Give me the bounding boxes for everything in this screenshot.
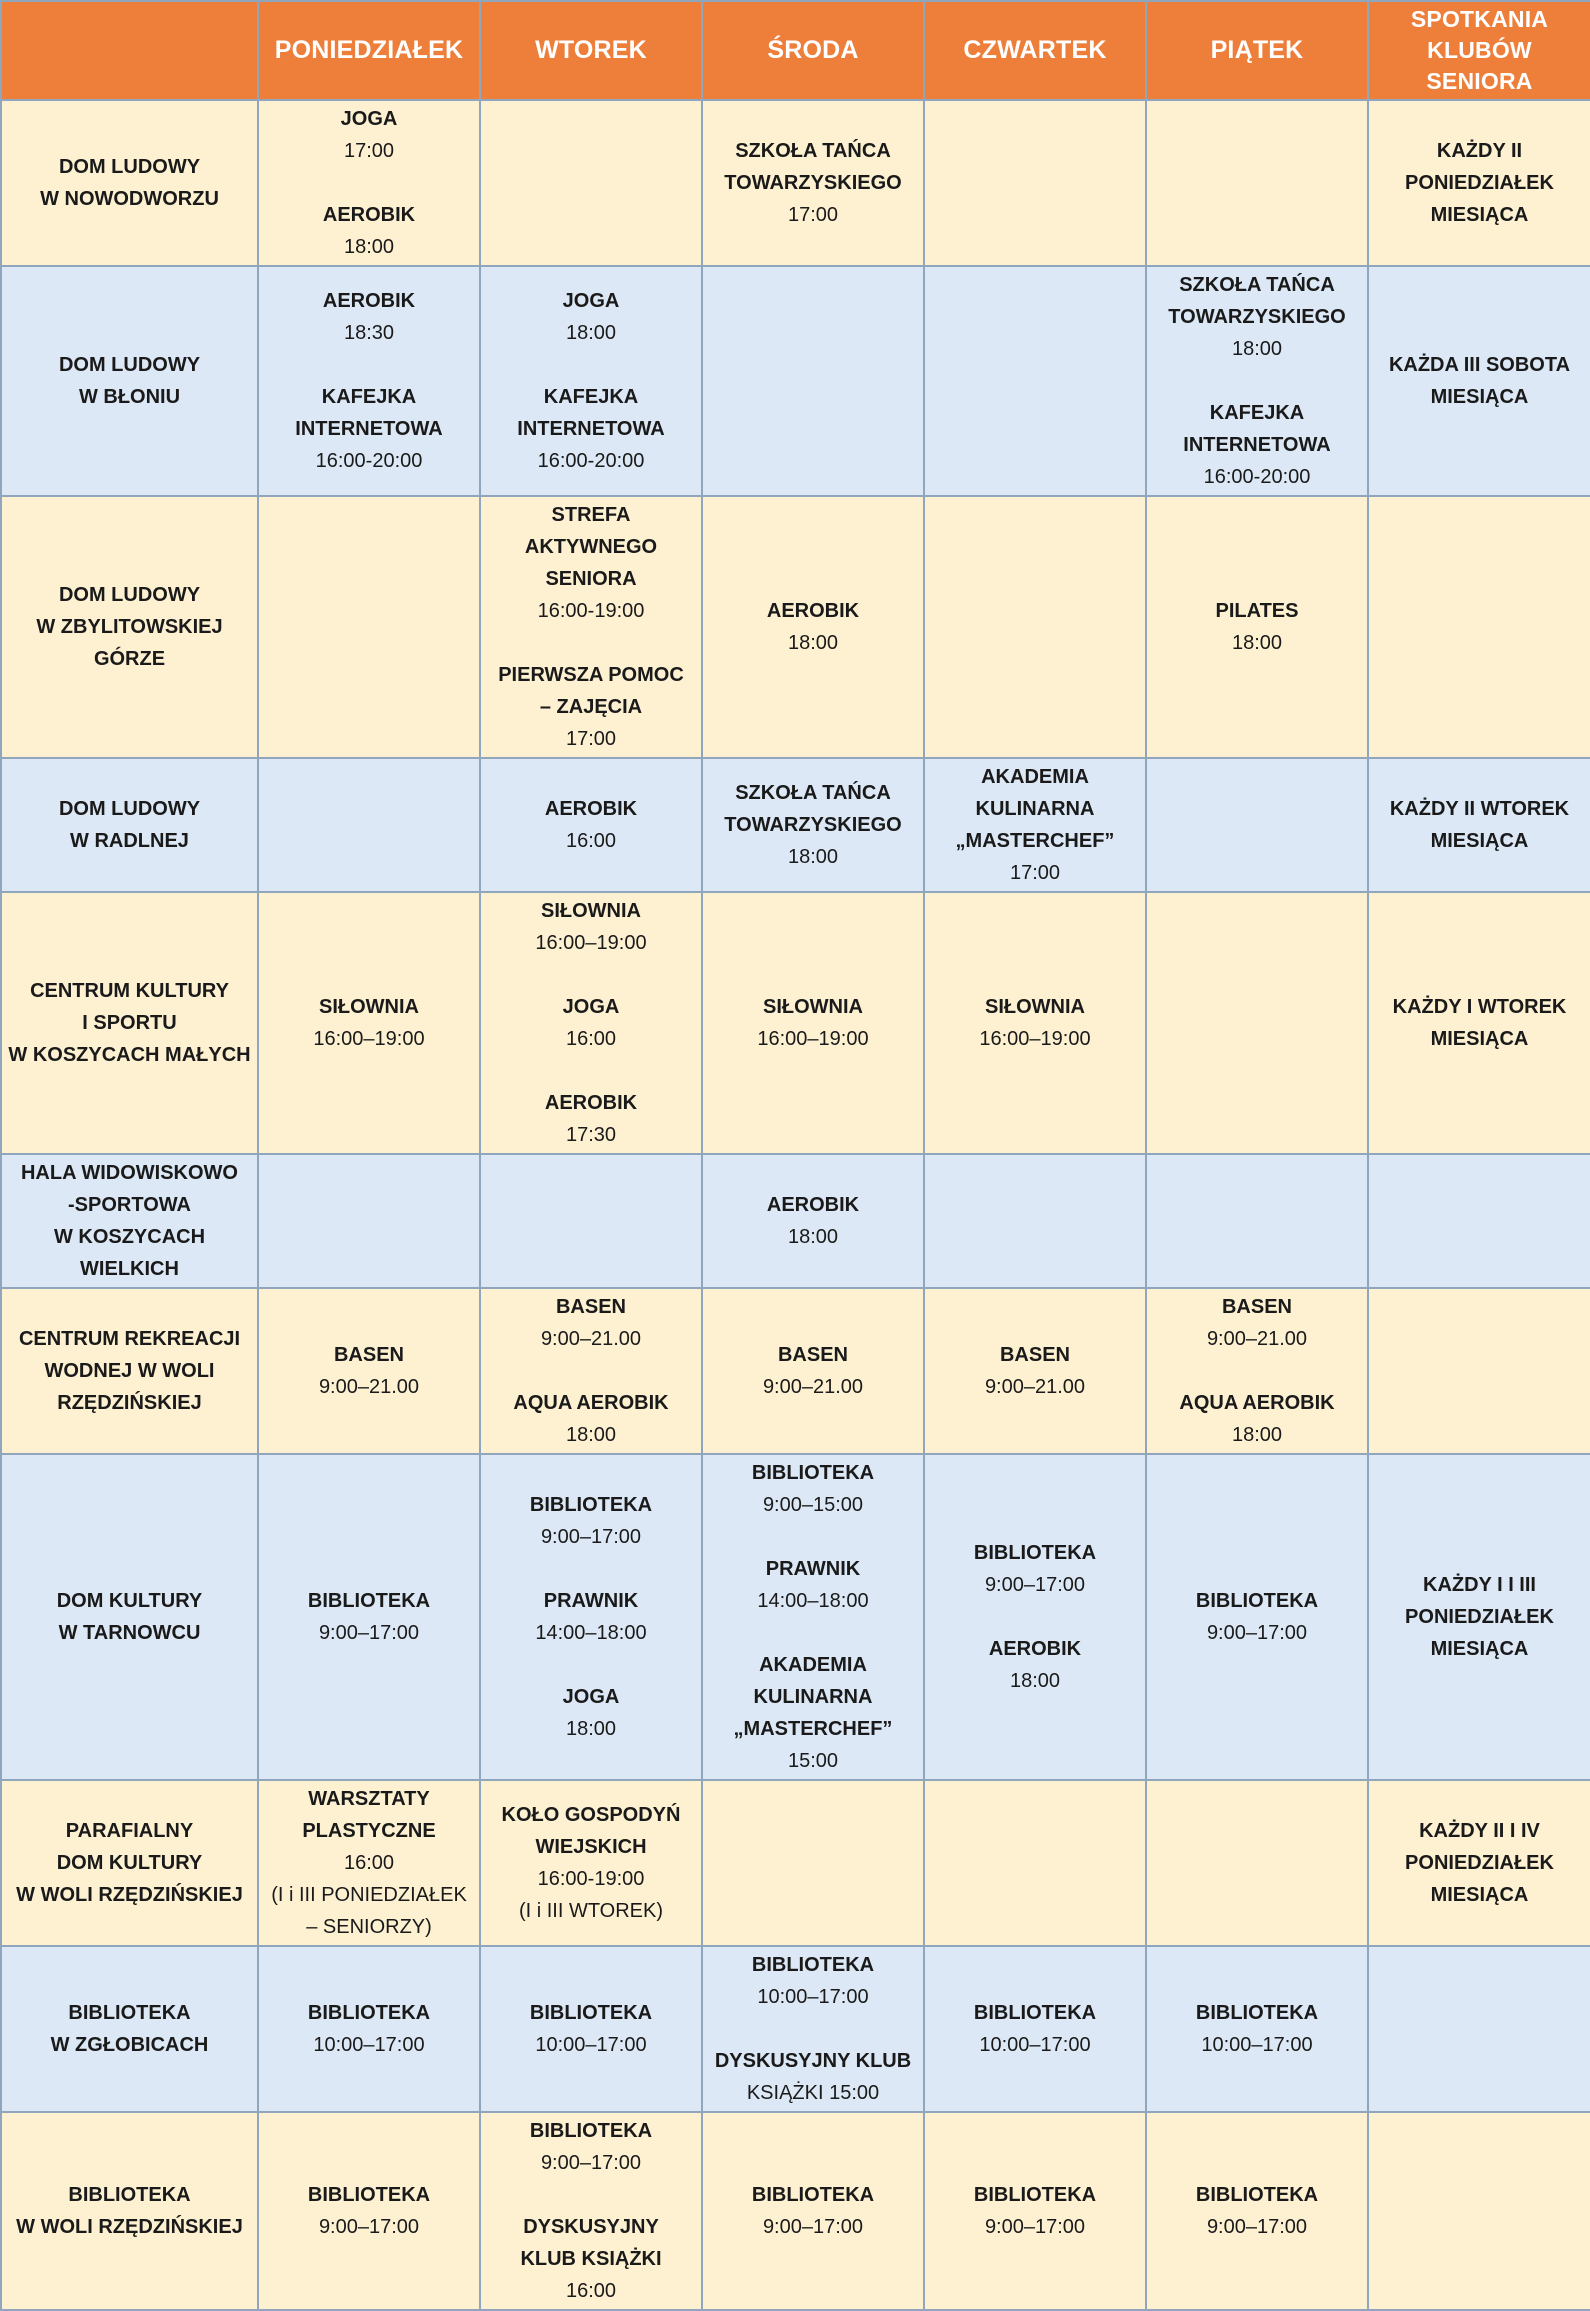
activity-time: 10:00–17:00: [1201, 2034, 1313, 2056]
activity-block: [487, 2115, 695, 2179]
activity-title: BIBLIOTEKA: [307, 2002, 431, 2024]
venue-name: DOM KULTURY W TARNOWCU: [1, 1454, 258, 1780]
activity-block: [931, 1339, 1139, 1403]
senior-club-meeting: KAŻDY II PONIEDZIAŁEK MIESIĄCA: [1368, 100, 1590, 266]
header-monday: PONIEDZIAŁEK: [258, 1, 480, 100]
activity-block: [487, 793, 695, 857]
activity-title: SIŁOWNIA: [319, 996, 419, 1018]
cell-monday: [258, 1946, 480, 2112]
activity-time: 9:00–21.00: [318, 1376, 420, 1398]
activity-block: [265, 285, 473, 349]
activity-block: [1153, 1291, 1361, 1355]
activity-time: 9:00–17:00: [1206, 2216, 1308, 2238]
activity-block: [931, 761, 1139, 889]
cell-wednesday: [702, 758, 924, 892]
activity-block: [265, 381, 473, 477]
table-row: [1, 2112, 1590, 2310]
activity-block: [487, 1585, 695, 1649]
cell-monday: [258, 496, 480, 758]
activity-block: [487, 1387, 695, 1451]
activity-title: PIERWSZA POMOC – ZAJĘCIA: [498, 664, 684, 718]
activity-time: 14:00–18:00: [535, 1622, 647, 1644]
cell-tuesday: [480, 100, 702, 266]
senior-club-meeting: [1368, 496, 1590, 758]
activity-time: 16:00-19:00 (I i III WTOREK): [518, 1868, 664, 1922]
activity-title: JOGA: [562, 290, 620, 312]
cell-tuesday: [480, 1780, 702, 1946]
senior-club-meeting: KAŻDA III SOBOTA MIESIĄCA: [1368, 266, 1590, 496]
activity-title: PRAWNIK: [765, 1558, 861, 1580]
activity-title: WARSZTATY PLASTYCZNE: [302, 1788, 436, 1842]
activity-time: 16:00-20:00: [1203, 466, 1311, 488]
venue-name: DOM LUDOWY W ZBYLITOWSKIEJ GÓRZE: [1, 496, 258, 758]
activity-block: [1153, 269, 1361, 365]
activity-block: [265, 991, 473, 1055]
venue-name: DOM LUDOWY W NOWODWORZU: [1, 100, 258, 266]
activity-time: 14:00–18:00: [757, 1590, 869, 1612]
table-row: [1, 100, 1590, 266]
cell-friday: [1146, 266, 1368, 496]
activity-title: BIBLIOTEKA: [973, 1542, 1097, 1564]
cell-wednesday: [702, 1454, 924, 1780]
cell-wednesday: [702, 1154, 924, 1288]
activity-block: [931, 1537, 1139, 1601]
activity-time: 16:00–19:00: [979, 1028, 1091, 1050]
cell-tuesday: [480, 1946, 702, 2112]
table-row: [1, 1780, 1590, 1946]
activity-time: 9:00–17:00: [318, 2216, 420, 2238]
activity-time: 18:00: [1231, 1424, 1283, 1446]
cell-thursday: [924, 496, 1146, 758]
activity-block: [265, 1997, 473, 2061]
activity-time: 9:00–17:00: [1206, 1622, 1308, 1644]
activity-title: BIBLIOTEKA: [973, 2184, 1097, 2206]
activity-block: [709, 2179, 917, 2243]
cell-friday: [1146, 496, 1368, 758]
cell-wednesday: [702, 1946, 924, 2112]
activity-title: BIBLIOTEKA: [307, 2184, 431, 2206]
activity-block: [709, 595, 917, 659]
activity-title: SIŁOWNIA: [763, 996, 863, 1018]
venue-name: CENTRUM KULTURY I SPORTU W KOSZYCACH MAŁYCH: [1, 892, 258, 1154]
activity-title: BASEN: [777, 1344, 848, 1366]
senior-club-meeting: [1368, 1288, 1590, 1454]
activity-time: 18:00: [787, 1226, 839, 1248]
activity-title: STREFA AKTYWNEGO SENIORA: [524, 504, 658, 590]
cell-wednesday: [702, 100, 924, 266]
cell-monday: [258, 758, 480, 892]
activity-time: KSIĄŻKI 15:00: [746, 2082, 880, 2104]
activity-time: 10:00–17:00: [979, 2034, 1091, 2056]
activity-time: 9:00–17:00: [984, 1574, 1086, 1596]
activity-block: [709, 1457, 917, 1521]
cell-monday: [258, 2112, 480, 2310]
activity-title: JOGA: [562, 996, 620, 1018]
cell-tuesday: [480, 892, 702, 1154]
venue-name: CENTRUM REKREACJI WODNEJ W WOLI RZĘDZIŃSKIEJ: [1, 1288, 258, 1454]
activity-block: [487, 1087, 695, 1151]
table-row: [1, 266, 1590, 496]
activity-time: 10:00–17:00: [313, 2034, 425, 2056]
table-row: [1, 1946, 1590, 2112]
activity-block: [487, 659, 695, 755]
cell-wednesday: [702, 1780, 924, 1946]
table-row: [1, 1154, 1590, 1288]
cell-thursday: [924, 1454, 1146, 1780]
activity-time: 9:00–17:00: [762, 2216, 864, 2238]
activity-block: [709, 1189, 917, 1253]
venue-name: DOM LUDOWY W BŁONIU: [1, 266, 258, 496]
activity-block: [265, 1339, 473, 1403]
activity-time: 9:00–21.00: [1206, 1328, 1308, 1350]
activity-title: PRAWNIK: [543, 1590, 639, 1612]
cell-monday: [258, 266, 480, 496]
cell-friday: [1146, 1288, 1368, 1454]
cell-wednesday: [702, 892, 924, 1154]
activity-title: BASEN: [999, 1344, 1070, 1366]
activity-time: 16:00-20:00: [315, 450, 423, 472]
cell-friday: [1146, 100, 1368, 266]
cell-tuesday: [480, 2112, 702, 2310]
activity-title: DYSKUSYJNY KLUB KSIĄŻKI: [520, 2216, 662, 2270]
activity-block: [487, 1799, 695, 1927]
cell-friday: [1146, 1946, 1368, 2112]
activity-time: 16:00 (I i III PONIEDZIAŁEK – SENIORZY): [271, 1852, 467, 1938]
activity-title: DYSKUSYJNY KLUB: [714, 2050, 912, 2072]
cell-friday: [1146, 2112, 1368, 2310]
senior-club-meeting: [1368, 1946, 1590, 2112]
activity-time: 16:00: [565, 830, 617, 852]
table-row: [1, 758, 1590, 892]
activity-title: BIBLIOTEKA: [751, 2184, 875, 2206]
activity-title: BASEN: [333, 1344, 404, 1366]
activity-block: [1153, 1387, 1361, 1451]
venue-name: BIBLIOTEKA W WOLI RZĘDZIŃSKIEJ: [1, 2112, 258, 2310]
activity-block: [709, 1339, 917, 1403]
cell-thursday: [924, 1780, 1146, 1946]
activity-title: BIBLIOTEKA: [529, 1494, 653, 1516]
activity-title: BIBLIOTEKA: [751, 1954, 875, 1976]
activity-block: [709, 1649, 917, 1777]
activity-block: [487, 285, 695, 349]
cell-thursday: [924, 1946, 1146, 2112]
cell-thursday: [924, 100, 1146, 266]
activity-title: BIBLIOTEKA: [1195, 2184, 1319, 2206]
activity-time: 18:30: [343, 322, 395, 344]
activity-block: [709, 777, 917, 873]
activity-title: KAFEJKA INTERNETOWA: [517, 386, 665, 440]
activity-time: 16:00: [565, 2280, 617, 2302]
cell-monday: [258, 1780, 480, 1946]
activity-title: BIBLIOTEKA: [307, 1590, 431, 1612]
activity-time: 17:00: [343, 140, 395, 162]
activity-block: [487, 2211, 695, 2307]
cell-tuesday: [480, 266, 702, 496]
header-friday: PIĄTEK: [1146, 1, 1368, 100]
activity-title: KAFEJKA INTERNETOWA: [295, 386, 443, 440]
cell-friday: [1146, 1454, 1368, 1780]
activity-block: [1153, 595, 1361, 659]
activity-block: [709, 1553, 917, 1617]
activity-block: [931, 991, 1139, 1055]
activity-time: 16:00: [565, 1028, 617, 1050]
venue-name: HALA WIDOWISKOWO -SPORTOWA W KOSZYCACH WIELKICH: [1, 1154, 258, 1288]
cell-tuesday: [480, 758, 702, 892]
activity-block: [487, 991, 695, 1055]
header-tuesday: WTOREK: [480, 1, 702, 100]
table-row: [1, 496, 1590, 758]
activity-time: 18:00: [1231, 338, 1283, 360]
activity-time: 9:00–15:00: [762, 1494, 864, 1516]
activity-time: 16:00-20:00: [537, 450, 645, 472]
activity-title: SIŁOWNIA: [541, 900, 641, 922]
activity-time: 18:00: [1009, 1670, 1061, 1692]
activity-title: AQUA AEROBIK: [1179, 1392, 1335, 1414]
cell-monday: [258, 1454, 480, 1780]
activity-title: AEROBIK: [322, 290, 416, 312]
table-row: [1, 892, 1590, 1154]
header-row: [1, 1, 1590, 100]
activity-title: KOŁO GOSPODYŃ WIEJSKICH: [501, 1804, 681, 1858]
activity-block: [487, 1997, 695, 2061]
activity-time: 9:00–17:00: [318, 1622, 420, 1644]
activity-block: [709, 135, 917, 231]
activity-block: [487, 381, 695, 477]
activity-time: 18:00: [1231, 632, 1283, 654]
activity-block: [709, 1949, 917, 2013]
cell-wednesday: [702, 2112, 924, 2310]
activity-time: 9:00–17:00: [540, 2152, 642, 2174]
cell-tuesday: [480, 1454, 702, 1780]
activity-title: BIBLIOTEKA: [1195, 1590, 1319, 1612]
cell-wednesday: [702, 1288, 924, 1454]
cell-friday: [1146, 1780, 1368, 1946]
cell-tuesday: [480, 1154, 702, 1288]
activity-block: [931, 1633, 1139, 1697]
activity-time: 16:00–19:00: [757, 1028, 869, 1050]
activity-title: SZKOŁA TAŃCA TOWARZYSKIEGO: [1168, 274, 1346, 328]
activity-title: BIBLIOTEKA: [751, 1462, 875, 1484]
activity-block: [265, 199, 473, 263]
activity-block: [931, 1997, 1139, 2061]
senior-club-meeting: KAŻDY I WTOREK MIESIĄCA: [1368, 892, 1590, 1154]
senior-club-meeting: [1368, 2112, 1590, 2310]
activity-time: 18:00: [565, 1424, 617, 1446]
activity-title: BIBLIOTEKA: [529, 2120, 653, 2142]
cell-monday: [258, 892, 480, 1154]
activity-title: SIŁOWNIA: [985, 996, 1085, 1018]
cell-friday: [1146, 758, 1368, 892]
activity-block: [487, 895, 695, 959]
activity-title: BIBLIOTEKA: [1195, 2002, 1319, 2024]
cell-tuesday: [480, 1288, 702, 1454]
cell-thursday: [924, 1154, 1146, 1288]
activity-time: 18:00: [343, 236, 395, 258]
activity-time: 9:00–21.00: [762, 1376, 864, 1398]
activity-title: BIBLIOTEKA: [973, 2002, 1097, 2024]
activity-time: 16:00-19:00: [537, 600, 645, 622]
table-row: [1, 1454, 1590, 1780]
header-senior-clubs: SPOTKANIA KLUBÓW SENIORA: [1368, 1, 1590, 100]
activity-time: 17:00: [565, 728, 617, 750]
cell-friday: [1146, 892, 1368, 1154]
cell-thursday: [924, 758, 1146, 892]
cell-monday: [258, 100, 480, 266]
activity-title: JOGA: [562, 1686, 620, 1708]
activity-time: 18:00: [787, 632, 839, 654]
activity-title: AQUA AEROBIK: [513, 1392, 669, 1414]
header-thursday: CZWARTEK: [924, 1, 1146, 100]
activity-block: [265, 103, 473, 167]
activity-block: [1153, 1585, 1361, 1649]
senior-club-meeting: KAŻDY I I III PONIEDZIAŁEK MIESIĄCA: [1368, 1454, 1590, 1780]
activity-title: AEROBIK: [544, 1092, 638, 1114]
activity-block: [1153, 2179, 1361, 2243]
schedule-body: [1, 100, 1590, 2310]
activity-title: BASEN: [555, 1296, 626, 1318]
cell-thursday: [924, 266, 1146, 496]
activity-title: AKADEMIA KULINARNA „MASTERCHEF”: [733, 1654, 893, 1740]
activity-title: PILATES: [1215, 600, 1299, 622]
activity-time: 9:00–17:00: [540, 1526, 642, 1548]
cell-tuesday: [480, 496, 702, 758]
activity-time: 9:00–17:00: [984, 2216, 1086, 2238]
activity-block: [487, 1681, 695, 1745]
activity-block: [265, 1783, 473, 1943]
senior-club-meeting: KAŻDY II WTOREK MIESIĄCA: [1368, 758, 1590, 892]
cell-monday: [258, 1288, 480, 1454]
activity-time: 17:00: [787, 204, 839, 226]
venue-name: DOM LUDOWY W RADLNEJ: [1, 758, 258, 892]
activity-time: 16:00–19:00: [535, 932, 647, 954]
activity-time: 9:00–21.00: [540, 1328, 642, 1350]
activity-title: AEROBIK: [766, 1194, 860, 1216]
header-corner: [1, 1, 258, 100]
venue-name: BIBLIOTEKA W ZGŁOBICACH: [1, 1946, 258, 2112]
activity-title: KAFEJKA INTERNETOWA: [1183, 402, 1331, 456]
activity-time: 9:00–21.00: [984, 1376, 1086, 1398]
venue-name: PARAFIALNY DOM KULTURY W WOLI RZĘDZIŃSKIEJ: [1, 1780, 258, 1946]
activity-title: BASEN: [1221, 1296, 1292, 1318]
activity-block: [487, 1489, 695, 1553]
activity-time: 18:00: [565, 322, 617, 344]
senior-club-meeting: KAŻDY II I IV PONIEDZIAŁEK MIESIĄCA: [1368, 1780, 1590, 1946]
cell-friday: [1146, 1154, 1368, 1288]
activity-block: [709, 2045, 917, 2109]
activity-title: AEROBIK: [766, 600, 860, 622]
activity-title: JOGA: [340, 108, 398, 130]
cell-wednesday: [702, 266, 924, 496]
activity-block: [265, 1585, 473, 1649]
activity-block: [487, 499, 695, 627]
cell-monday: [258, 1154, 480, 1288]
activity-title: SZKOŁA TAŃCA TOWARZYSKIEGO: [724, 140, 902, 194]
activity-title: AEROBIK: [988, 1638, 1082, 1660]
cell-thursday: [924, 2112, 1146, 2310]
activity-time: 16:00–19:00: [313, 1028, 425, 1050]
activity-time: 17:00: [1009, 862, 1061, 884]
activity-title: AEROBIK: [322, 204, 416, 226]
table-row: [1, 1288, 1590, 1454]
activity-block: [1153, 397, 1361, 493]
cell-thursday: [924, 1288, 1146, 1454]
header-wednesday: ŚRODA: [702, 1, 924, 100]
activity-block: [1153, 1997, 1361, 2061]
activity-time: 17:30: [565, 1124, 617, 1146]
activity-title: AKADEMIA KULINARNA „MASTERCHEF”: [955, 766, 1115, 852]
activity-title: SZKOŁA TAŃCA TOWARZYSKIEGO: [724, 782, 902, 836]
activity-time: 10:00–17:00: [757, 1986, 869, 2008]
activity-time: 18:00: [565, 1718, 617, 1740]
activity-title: BIBLIOTEKA: [529, 2002, 653, 2024]
activity-time: 10:00–17:00: [535, 2034, 647, 2056]
cell-wednesday: [702, 496, 924, 758]
activity-block: [931, 2179, 1139, 2243]
activity-time: 18:00: [787, 846, 839, 868]
activity-time: 15:00: [787, 1750, 839, 1772]
activity-block: [265, 2179, 473, 2243]
activity-title: AEROBIK: [544, 798, 638, 820]
activity-block: [487, 1291, 695, 1355]
cell-thursday: [924, 892, 1146, 1154]
activity-block: [709, 991, 917, 1055]
senior-club-meeting: [1368, 1154, 1590, 1288]
